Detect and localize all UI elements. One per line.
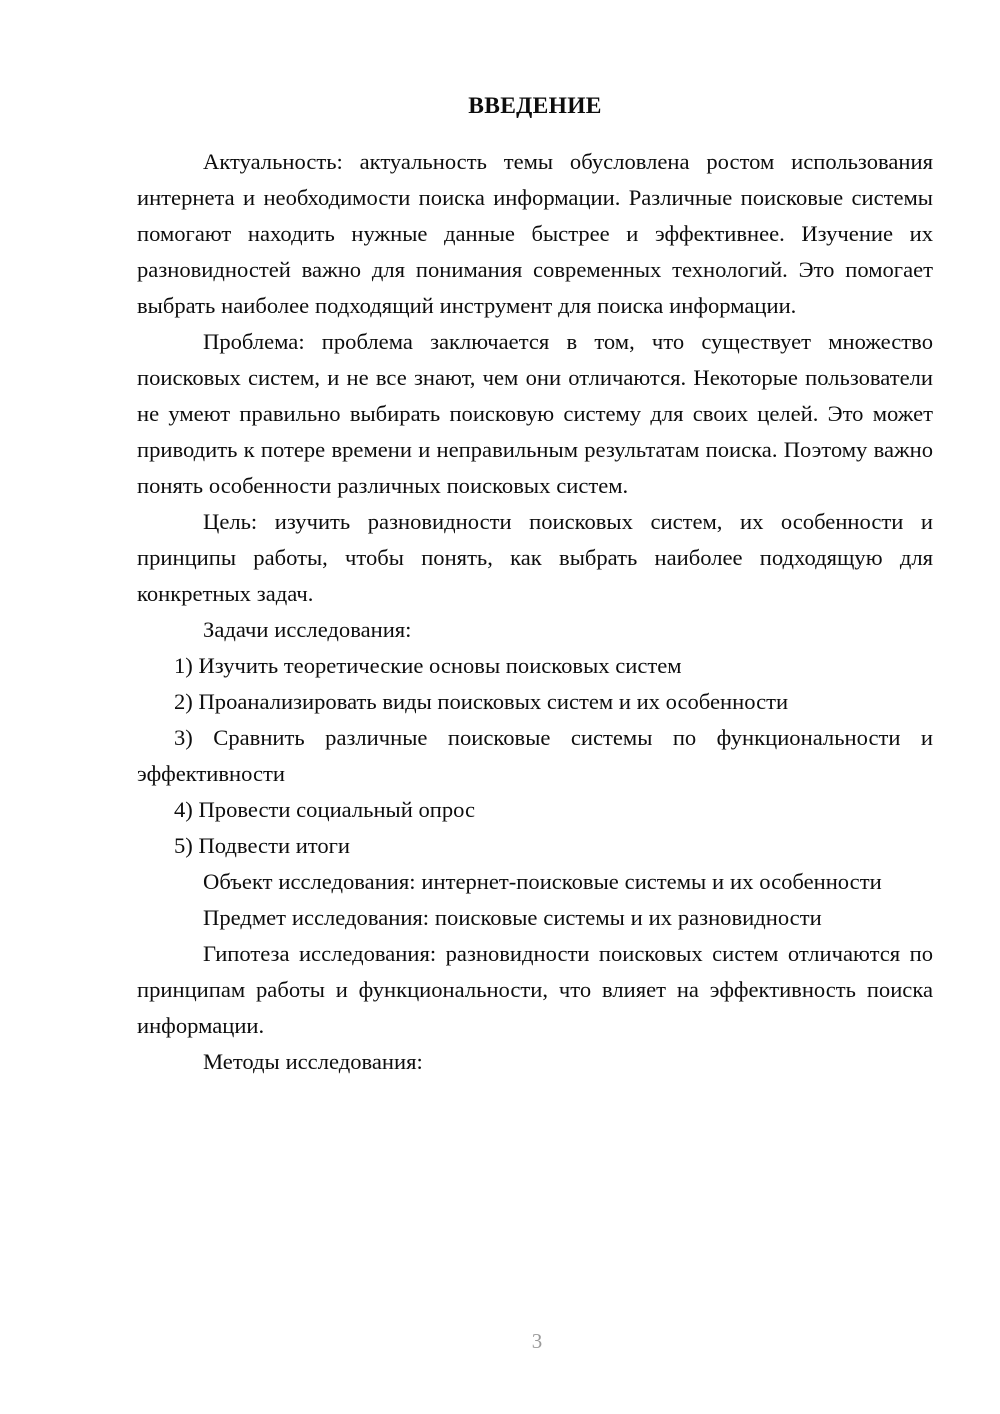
- paragraph-relevance: Актуальность: актуальность темы обусловлена ростом использования интернета и необходимости поиска информации. Различные поисковые системы помогают находить нужные данные быстрее и эффективнее. Изучение их разновидностей важно для понимания современных технологий. Это помогает выбрать наиболее подходящий инструмент для поиска информации.: [137, 149, 933, 318]
- list-item: 1) Изучить теоретические основы поисковых систем: [174, 653, 682, 678]
- methods-label: Методы исследования:: [203, 1049, 423, 1074]
- paragraph-problem: Проблема: проблема заключается в том, что существует множество поисковых систем, и не все знают, чем они отличаются. Некоторые пользователи не умеют правильно выбирать поисковую систему для своих целей. Это может приводить к потере времени и неправильным результатам поиска. Поэтому важно понять особенности различных поисковых систем.: [137, 329, 933, 498]
- page-title: ВВЕДЕНИЕ: [468, 93, 602, 119]
- tasks-label: Задачи исследования:: [203, 617, 412, 642]
- document-body: [137, 88, 933, 1080]
- list-item: 3) Сравнить различные поисковые системы по функциональности и эффективности: [137, 725, 933, 786]
- paragraph-goal: Цель: изучить разновидности поисковых систем, их особенности и принципы работы, чтобы понять, как выбрать наиболее подходящую для конкретных задач.: [137, 509, 933, 606]
- page-number: 3: [531, 1329, 543, 1353]
- paragraph-subject: Предмет исследования: поисковые системы и их разновидности: [203, 905, 822, 930]
- paragraph-hypothesis: Гипотеза исследования: разновидности поисковых систем отличаются по принципам работы и функциональности, что влияет на эффективность поиска информации.: [137, 941, 933, 1038]
- list-item: 2) Проанализировать виды поисковых систем и их особенности: [174, 689, 789, 714]
- paragraph-object: Объект исследования: интернет-поисковые системы и их особенности: [203, 869, 882, 894]
- list-item: 5) Подвести итоги: [174, 833, 351, 858]
- list-item: 4) Провести социальный опрос: [174, 797, 476, 822]
